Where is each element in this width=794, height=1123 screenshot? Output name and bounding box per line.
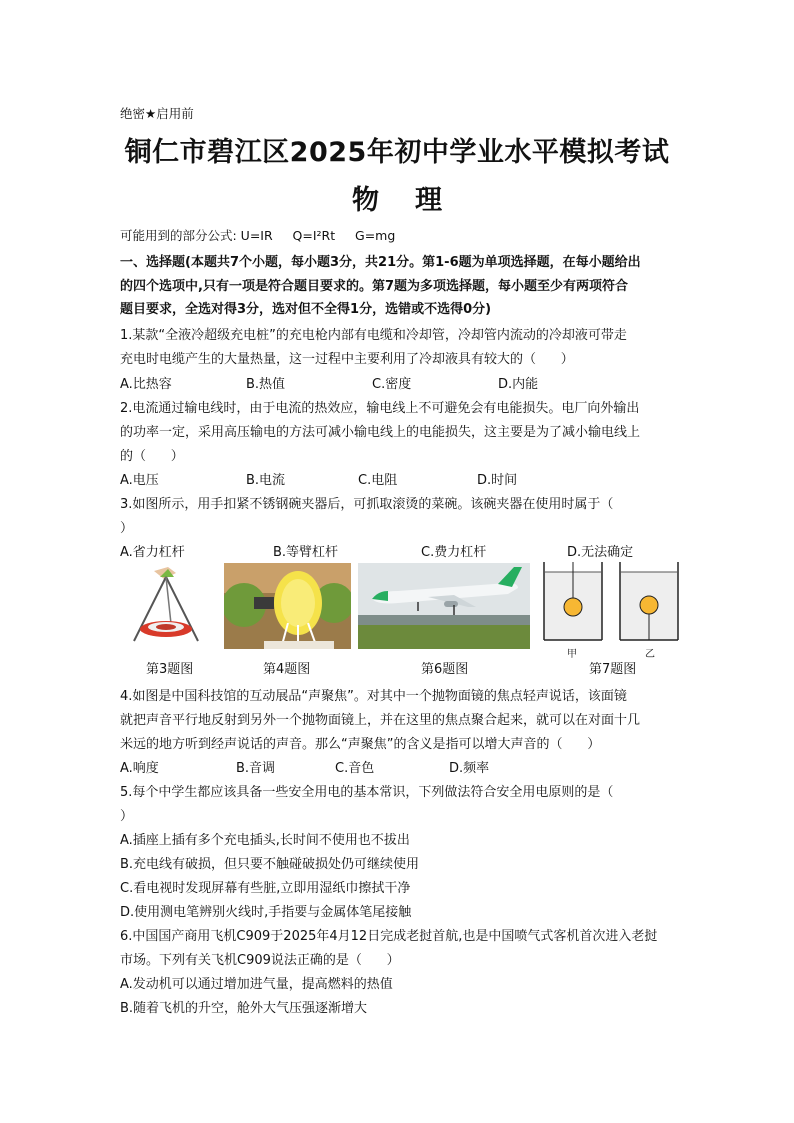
q1-option-c: C.密度 xyxy=(372,377,412,392)
formula-list: 可能用到的部分公式: U=IR Q=I²Rt G=mg xyxy=(120,228,396,243)
subject-char-1: 物 xyxy=(352,185,379,216)
figure-4-caption: 第4题图 xyxy=(263,662,311,677)
q4-stem-line: 就把声音平行地反射到另外一个抛物面镜上，并在这里的焦点聚合起来，就可以在对面十几 xyxy=(120,713,641,728)
figure-3-caption: 第3题图 xyxy=(146,662,194,677)
q1-stem-line: 1.某款“全液冷超级充电桩”的充电枪内部有电缆和冷却管，冷却管内流动的冷却液可带走 xyxy=(120,328,627,343)
exam-title: 铜仁市碧江区2025年初中学业水平模拟考试 xyxy=(124,137,670,168)
section-instructions xyxy=(120,251,676,322)
q1-option-b: B.热值 xyxy=(246,377,286,392)
q1-stem-line: 充电时电缆产生的大量热量，这一过程中主要利用了冷却液具有较大的（ ） xyxy=(120,352,574,367)
q2-option-c: C.电阻 xyxy=(358,473,398,488)
q4-option-b: B.音调 xyxy=(236,761,276,776)
subject-char-2: 理 xyxy=(415,185,442,216)
section-line: 的四个选项中,只有一项是符合题目要求的。第7题为多项选择题，每小题至少有两项符合 xyxy=(120,278,628,294)
q3-option-a: A.省力杠杆 xyxy=(120,545,185,560)
q4-stem-line: 米远的地方听到经声说话的声音。那么“声聚焦”的含义是指可以增大声音的（ ） xyxy=(120,737,601,752)
q2-stem-line: 的（ ） xyxy=(120,449,184,464)
q2-option-a: A.电压 xyxy=(120,473,159,488)
q3-stem-line: 3.如图所示，用手扣紧不锈钢碗夹器后，可抓取滚烫的菜碗。该碗夹器在使用时属于（ xyxy=(120,497,614,512)
beaker-label-yi: 乙 xyxy=(645,649,655,660)
section-line: 一、选择题(本题共7个小题，每小题3分，共21分。第1-6题为单项选择题，在每小题给出 xyxy=(120,255,641,270)
q6-option-b: B.随着飞机的升空，舱外大气压强逐渐增大 xyxy=(120,1001,368,1016)
confidential-mark: 绝密★启用前 xyxy=(120,106,194,121)
q3-option-c: C.费力杠杆 xyxy=(421,545,487,560)
figure-7-beakers xyxy=(540,560,682,644)
q5-option-b: B.充电线有破损，但只要不触碰破损处仍可继续使用 xyxy=(120,857,420,872)
q3-stem-line: ） xyxy=(120,521,134,536)
q2-stem-line: 的功率一定，采用高压输电的方法可减小输电线上的电能损失，这主要是为了减小输电线上 xyxy=(120,425,641,440)
q6-option-a: A.发动机可以通过增加进气量，提高燃料的热值 xyxy=(120,977,393,992)
q6-stem-line: 6.中国国产商用飞机C909于2025年4月12日完成老挝首航,也是中国喷气式客机首次进入老挝 xyxy=(120,929,658,944)
q4-option-a: A.响度 xyxy=(120,761,159,776)
q1-option-a: A.比热容 xyxy=(120,377,172,392)
q4-option-c: C.音色 xyxy=(335,761,375,776)
subject-title xyxy=(0,178,794,217)
q4-stem-line: 4.如图是中国科技馆的互动展品“声聚焦”。对其中一个抛物面镜的焦点轻声说话，该面镜 xyxy=(120,689,627,704)
q1-option-d: D.内能 xyxy=(498,377,539,392)
q2-option-d: D.时间 xyxy=(477,473,518,488)
q5-option-c: C.看电视时发现屏幕有些脏,立即用湿纸巾擦拭干净 xyxy=(120,881,411,896)
figure-7-caption: 第7题图 xyxy=(589,662,637,677)
q5-stem-line: ） xyxy=(120,809,134,824)
figure-3-bowl-clip xyxy=(124,563,210,649)
beaker-label-jia: 甲 xyxy=(567,649,577,660)
q5-option-d: D.使用测电笔辨别火线时,手指要与金属体笔尾接触 xyxy=(120,905,412,920)
q6-stem-line: 市场。下列有关飞机C909说法正确的是（ ） xyxy=(120,953,400,968)
section-line: 题目要求，全选对得3分，选对但不全得1分，选错或不选得0分) xyxy=(120,302,492,317)
q3-option-b: B.等臂杠杆 xyxy=(273,545,339,560)
q5-option-a: A.插座上插有多个充电插头,长时间不使用也不拔出 xyxy=(120,833,410,848)
figure-6-caption: 第6题图 xyxy=(421,662,469,677)
q3-option-d: D.无法确定 xyxy=(567,545,634,560)
q2-option-b: B.电流 xyxy=(246,473,286,488)
q2-stem-line: 2.电流通过输电线时，由于电流的热效应，输电线上不可避免会有电能损失。电厂向外输出 xyxy=(120,401,640,416)
figure-6-airplane xyxy=(358,563,530,649)
figure-4-sound-focus xyxy=(224,563,351,649)
q4-option-d: D.频率 xyxy=(449,761,490,776)
q5-stem-line: 5.每个中学生都应该具备一些安全用电的基本常识，下列做法符合安全用电原则的是（ xyxy=(120,785,614,800)
